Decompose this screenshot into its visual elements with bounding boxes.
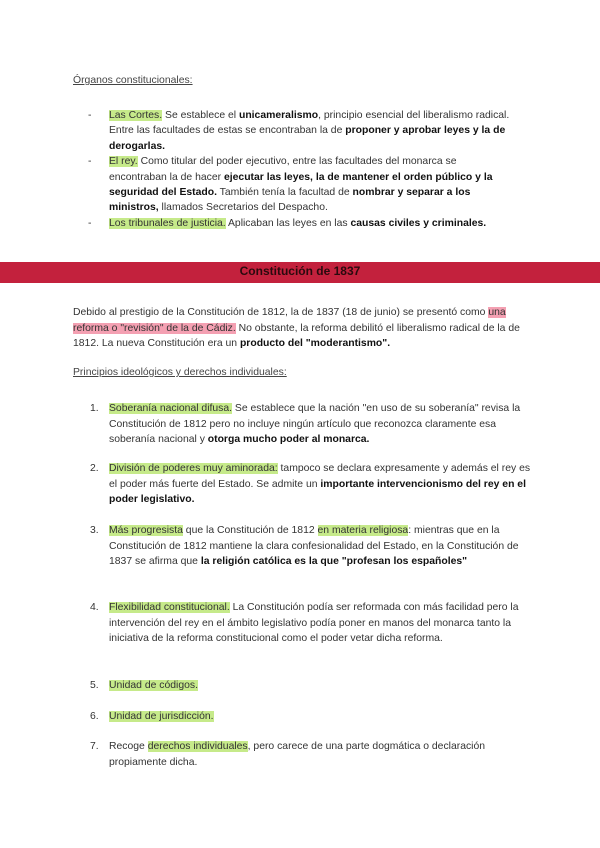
highlight: Unidad de jurisdicción. (109, 711, 214, 722)
bold-text: ejecutar las leyes, la de mantener el orden público y la seguridad del Estado. (109, 171, 493, 199)
list-item-cortes (88, 108, 512, 154)
bold-text: causas civiles y criminales. (350, 217, 487, 229)
text: Se establece que la nación "en uso de su soberanía" revisa la Constitución de 1812 pero no incluye ningún artículo que reconozca claramente esa soberanía nacional y (109, 403, 521, 446)
list-item (92, 461, 532, 508)
text: Aplicaban las leyes en las (225, 217, 351, 229)
text: : mientras que en la Constitución de 1812 mantiene la clara confesionalidad del Estado, en la Constitución de 1837 se afirma que (109, 525, 519, 568)
list-item (92, 600, 532, 647)
text: Como titular del poder ejecutivo, entre las facultades del monarca se encontraban la de hacer (109, 156, 457, 183)
highlight: Unidad de códigos. (109, 680, 198, 691)
item-number: 5. (90, 680, 99, 691)
text: , pero carece de una parte dogmática o declaración propiamente dicha. (109, 741, 486, 768)
principio-7 (92, 739, 532, 770)
highlight: El rey. (109, 156, 138, 168)
text: , principio esencial del liberalismo radical. Entre las facultades de estas se encontraban la de (109, 110, 510, 137)
bold-text: proponer y aprobar leyes y la de derogarlas. (109, 125, 506, 152)
text: tampoco se declara expresamente y además el rey es el poder más fuerte del Estado. Se admite un (109, 463, 531, 490)
highlight: Soberanía nacional difusa. (109, 403, 233, 414)
item-number: 2. (90, 463, 99, 474)
principio-6 (92, 709, 532, 725)
highlight: División de poderes muy aminorada: (109, 463, 278, 474)
principio-5 (92, 678, 532, 694)
bullet-dash: - (88, 110, 92, 121)
item-number: 3. (90, 525, 99, 536)
text: que la Constitución de 1812 (182, 525, 318, 536)
highlight: derechos individuales (147, 741, 248, 752)
bold-text: unicameralismo (238, 110, 319, 121)
section-title: Constitución de 1837 (239, 264, 361, 278)
bold-text: la religión católica es la que "profesan los españoles" (200, 556, 468, 568)
bold-text: producto del "moderantismo". (239, 338, 391, 349)
bold-text: nombrar y separar a los ministros, (109, 187, 471, 214)
principio-2 (92, 461, 532, 508)
list-item (92, 523, 532, 570)
text: Debido al prestigio de la Constitución de 1812, la de 1837 (18 de junio) se presentó como (73, 307, 489, 318)
principio-1 (92, 401, 532, 448)
highlight: en materia religiosa (317, 525, 409, 536)
highlight: Los tribunales de justicia. (109, 217, 226, 229)
bullet-dash: - (88, 217, 92, 229)
highlight-red: una reforma o "revisión" de la de Cádiz. (73, 307, 506, 334)
bold-text: importante intervencionismo del rey en el poder legislativo. (109, 478, 526, 506)
list-item (92, 709, 532, 725)
item-number: 1. (90, 403, 99, 414)
text: llamados Secretarios del Despacho. (158, 202, 328, 214)
text: La Constitución podía ser reformada con más facilidad pero la intervención del rey en el ámbito legislativo podía poner en manos del monarca tanto la iniciativa de la reforma constitucional como el poder vetar dicha reforma. (109, 602, 519, 645)
list-item (92, 739, 532, 770)
list-item (92, 678, 532, 694)
highlight: Flexibilidad constitucional. (109, 602, 230, 613)
highlight: Las Cortes. (109, 110, 163, 121)
item-number: 4. (90, 602, 99, 613)
principios-heading: Principios ideológicos y derechos individuales: (73, 367, 287, 378)
list-item (92, 401, 532, 448)
text: No obstante, la reforma debilitó el liberalismo radical de la de 1812. La nueva Constitución era un (73, 322, 520, 349)
principio-4 (92, 600, 532, 647)
organos-list (88, 108, 512, 231)
principio-3 (92, 523, 532, 570)
list-item-tribunales (88, 216, 512, 231)
intro-paragraph (73, 305, 533, 352)
bullet-dash: - (88, 156, 92, 168)
highlight: Más progresista (109, 525, 183, 536)
bold-text: otorga mucho poder al monarca. (207, 434, 370, 446)
list-item-rey (88, 154, 512, 216)
item-number: 6. (90, 711, 99, 722)
organos-heading: Órganos constitucionales: (73, 75, 193, 86)
text: También tenía la facultad de (216, 187, 353, 199)
text: Recoge (109, 741, 148, 752)
text: Se establece el (162, 110, 239, 121)
item-number: 7. (90, 741, 99, 752)
